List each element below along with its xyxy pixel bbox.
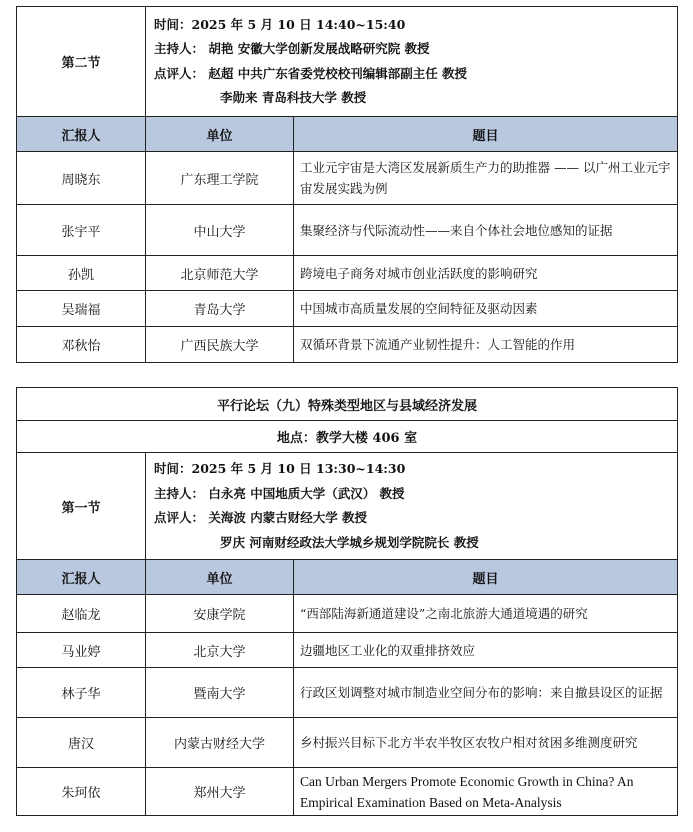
table-row xyxy=(17,327,678,363)
presenter-name: 周晓东 xyxy=(17,152,146,205)
paper-title: 行政区划调整对城市制造业空间分布的影响：来自撤县设区的证据 xyxy=(294,668,678,718)
header-presenter: 汇报人 xyxy=(17,117,146,152)
table-row xyxy=(17,633,678,668)
forum-title: 平行论坛（九）特殊类型地区与县域经济发展 xyxy=(17,388,678,421)
session-info xyxy=(146,7,678,117)
table-row xyxy=(17,205,678,256)
header-title: 题目 xyxy=(294,117,678,152)
table-row xyxy=(17,668,678,718)
presenter-name: 赵临龙 xyxy=(17,595,146,633)
table-row xyxy=(17,291,678,327)
session-host: 主持人： 白永亮 中国地质大学（武汉） 教授 xyxy=(154,485,405,501)
presenter-unit: 安康学院 xyxy=(146,595,294,633)
presenter-unit: 北京大学 xyxy=(146,633,294,668)
session-label: 第二节 xyxy=(17,7,146,117)
session-table xyxy=(16,6,678,363)
session-label: 第一节 xyxy=(17,453,146,560)
table-row xyxy=(17,256,678,291)
session-time: 时间：2025 年 5 月 10 日 14:40~15:40 xyxy=(154,16,406,32)
presenter-name: 孙凯 xyxy=(17,256,146,291)
forum-location: 地点：教学大楼 406 室 xyxy=(17,421,678,453)
table-row xyxy=(17,768,678,816)
presenter-name: 唐汉 xyxy=(17,718,146,768)
presenter-name: 马业婷 xyxy=(17,633,146,668)
session-block-2 xyxy=(16,6,677,363)
presenter-unit: 广西民族大学 xyxy=(146,327,294,363)
presenter-name: 朱珂依 xyxy=(17,768,146,816)
presenter-unit: 中山大学 xyxy=(146,205,294,256)
paper-title: 中国城市高质量发展的空间特征及驱动因素 xyxy=(294,291,678,327)
table-header-row xyxy=(17,560,678,595)
paper-title: 双循环背景下流通产业韧性提升：人工智能的作用 xyxy=(294,327,678,363)
header-unit: 单位 xyxy=(146,117,294,152)
session-host: 主持人： 胡艳 安徽大学创新发展战略研究院 教授 xyxy=(154,41,430,56)
session-reviewer: 点评人： 关海波 内蒙古财经大学 教授 xyxy=(154,510,368,525)
session-reviewer-2: 李勋来 青岛科技大学 教授 xyxy=(220,90,367,105)
paper-title: 跨境电子商务对城市创业活跃度的影响研究 xyxy=(294,256,678,291)
session-info-row xyxy=(17,7,678,117)
presenter-unit: 暨南大学 xyxy=(146,668,294,718)
forum-table xyxy=(16,387,678,816)
table-row xyxy=(17,718,678,768)
presenter-name: 邓秋怡 xyxy=(17,327,146,363)
forum-block-9 xyxy=(16,387,677,816)
forum-location-row xyxy=(17,421,678,453)
presenter-unit: 广东理工学院 xyxy=(146,152,294,205)
table-row xyxy=(17,595,678,633)
presenter-unit: 内蒙古财经大学 xyxy=(146,718,294,768)
paper-title: 乡村振兴目标下北方半农半牧区农牧户相对贫困多维测度研究 xyxy=(294,718,678,768)
session-reviewer-2: 罗庆 河南财经政法大学城乡规划学院院长 教授 xyxy=(220,534,479,550)
header-unit: 单位 xyxy=(146,560,294,595)
session-info xyxy=(146,453,678,560)
presenter-unit: 北京师范大学 xyxy=(146,256,294,291)
table-header-row xyxy=(17,117,678,152)
session-time: 时间：2025 年 5 月 10 日 13:30~14:30 xyxy=(154,461,406,476)
paper-title: 工业元宇宙是大湾区发展新质生产力的助推器 —— 以广州工业元宇宙发展实践为例 xyxy=(294,152,678,205)
paper-title: 边疆地区工业化的双重排挤效应 xyxy=(294,633,678,668)
presenter-name: 张宇平 xyxy=(17,205,146,256)
presenter-name: 林子华 xyxy=(17,668,146,718)
table-row xyxy=(17,152,678,205)
presenter-unit: 青岛大学 xyxy=(146,291,294,327)
paper-title: “西部陆海新通道建设”之南北旅游大通道境遇的研究 xyxy=(294,595,678,633)
paper-title: Can Urban Mergers Promote Economic Growth in China? An Empirical Examination Based on Meta-Analysis xyxy=(294,768,678,816)
session-reviewer: 点评人： 赵超 中共广东省委党校校刊编辑部副主任 教授 xyxy=(154,65,468,81)
presenter-name: 吴瑞福 xyxy=(17,291,146,327)
forum-title-row xyxy=(17,388,678,421)
header-presenter: 汇报人 xyxy=(17,560,146,595)
paper-title: 集聚经济与代际流动性——来自个体社会地位感知的证据 xyxy=(294,205,678,256)
header-title: 题目 xyxy=(294,560,678,595)
session-info-row xyxy=(17,453,678,560)
presenter-unit: 郑州大学 xyxy=(146,768,294,816)
